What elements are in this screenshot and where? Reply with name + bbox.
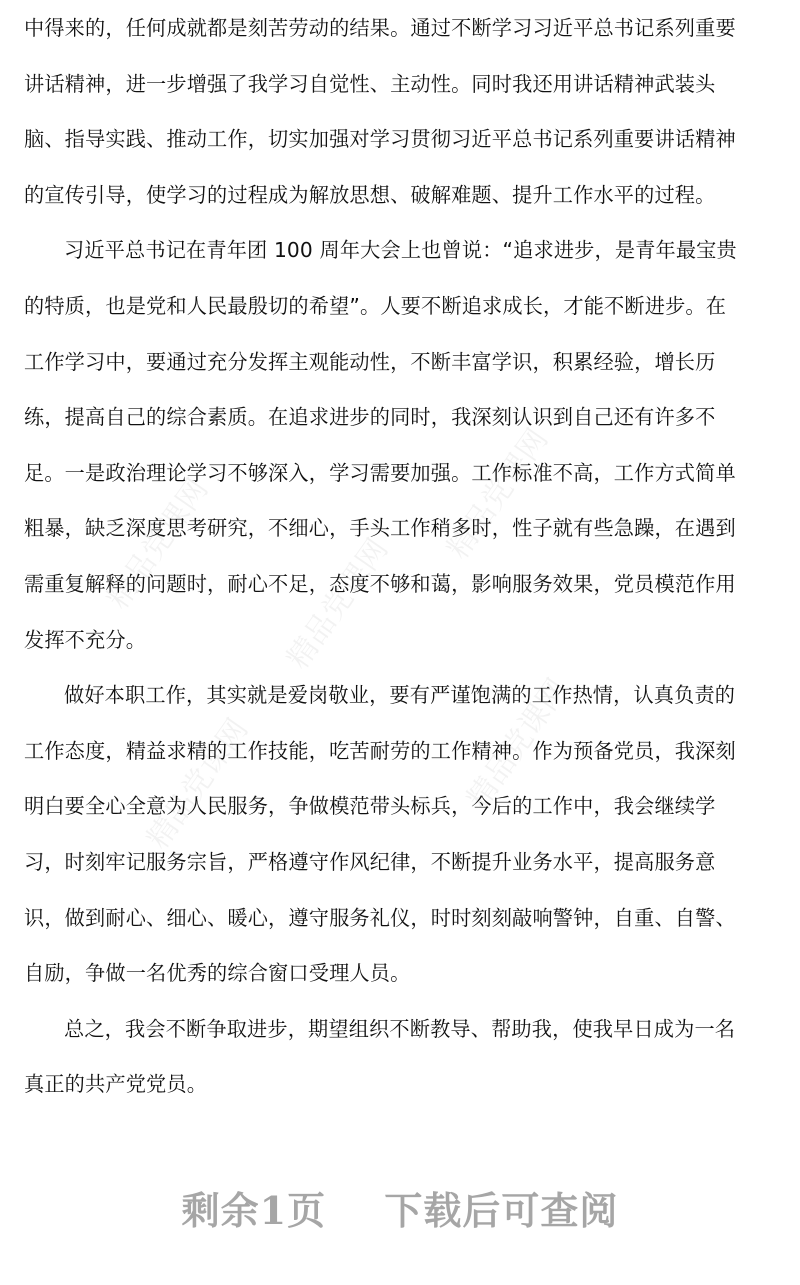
text-line: 工作学习中，要通过充分发挥主观能动性，不断丰富学识，积累经验，增长历	[24, 349, 716, 374]
text-line: 中得来的，任何成就都是刻苦劳动的结果。通过不断学习习近平总书记系列重要	[24, 16, 736, 40]
text-line: 习，时刻牢记服务宗旨，严格遵守作风纪律，不断提升业务水平，提高服务意	[24, 849, 716, 874]
text-line: 做好本职工作，其实就是爱岗敬业，要有严谨饱满的工作热情，认真负责的	[64, 683, 736, 708]
download-prompt[interactable]	[0, 1180, 800, 1235]
watermark: 精品党课网	[100, 472, 216, 616]
text-line: 工作态度，精益求精的工作技能，吃苦耐劳的工作精神。作为预备党员，我深刻	[24, 738, 736, 763]
text-line: 的宣传引导，使学习的过程成为解放思想、破解难题、提升工作水平的过程。	[24, 182, 716, 207]
text-line: 识，做到耐心、细心、暖心，遵守服务礼仪，时时刻刻敲响警钟，自重、自警、	[24, 905, 736, 930]
text-line: 真正的共产党党员。	[24, 1072, 208, 1097]
text-line: 粗暴，缺乏深度思考研究，不细心，手头工作稍多时，性子就有些急躁，在遇到	[24, 516, 736, 541]
text-line: 脑、指导实践、推动工作，切实加强对学习贯彻习近平总书记系列重要讲话精神	[24, 127, 736, 152]
watermark: 精品党课网	[440, 422, 556, 566]
remaining-pages-label[interactable]: 剩余1页	[181, 1188, 327, 1233]
text-line: 需重复解释的问题时，耐心不足，态度不够和蔼，影响服务效果，党员模范作用	[24, 571, 736, 596]
watermark: 精品党课网	[140, 712, 256, 856]
text-line: 发挥不充分。	[24, 627, 147, 652]
text-line: 足。一是政治理论学习不够深入，学习需要加强。工作标准不高，工作方式简单	[24, 460, 736, 485]
download-to-view-label[interactable]: 下载后可查阅	[384, 1188, 619, 1233]
watermark: 精品党课网	[280, 532, 396, 676]
text-line: 的特质，也是党和人民最殷切的希望”。人要不断追求成长，才能不断进步。在	[24, 293, 727, 318]
text-line: 总之，我会不断争取进步，期望组织不断教导、帮助我，使我早日成为一名	[64, 1016, 736, 1041]
text-line: 讲话精神，进一步增强了我学习自觉性、主动性。同时我还用讲话精神武装头	[24, 71, 716, 96]
text-line: 练，提高自己的综合素质。在追求进步的同时，我深刻认识到自己还有许多不	[24, 405, 716, 430]
document-body	[24, 12, 784, 1124]
text-line: 明白要全心全意为人民服务，争做模范带头标兵，今后的工作中，我会继续学	[24, 794, 716, 819]
text-line: 习近平总书记在青年团 100 周年大会上也曾说：“追求进步，是青年最宝贵	[64, 238, 737, 263]
text-line: 自励，争做一名优秀的综合窗口受理人员。	[24, 961, 411, 986]
watermark: 精品党课网	[460, 672, 576, 816]
